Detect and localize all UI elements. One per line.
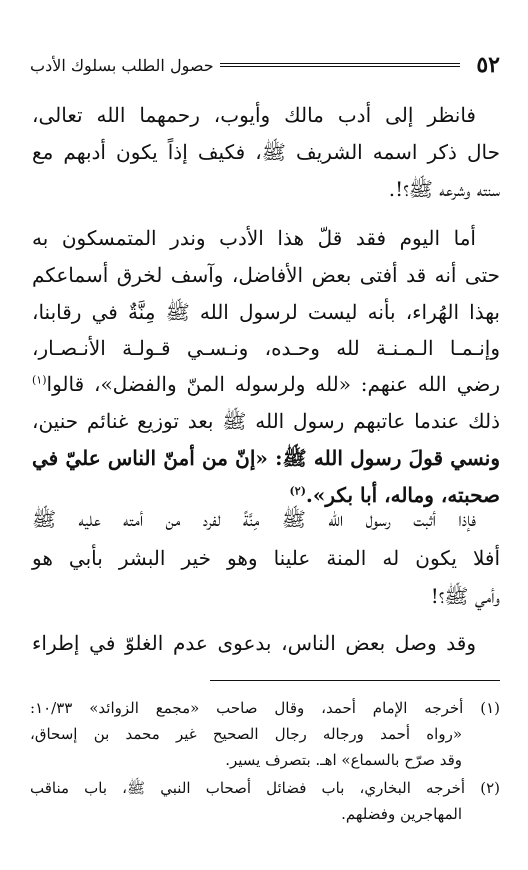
- page-number: ٥٢: [476, 52, 500, 78]
- footnote-separator: [210, 680, 500, 681]
- footnote-2: [30, 774, 500, 802]
- footnote-2-line: المهاجرين وفضلهم.: [341, 805, 462, 823]
- footnote-1-line: «رواه أحمد ورجاله رجال الصحيح غير محمد بن إسحاق،: [30, 725, 462, 743]
- footnote-mark-1[interactable]: (١): [32, 373, 47, 387]
- footnote-1-line: وقد صرّح بالسماع» اهـ. بتصرف يسير.: [225, 751, 462, 769]
- body-line: وأمي ﷺ؟!: [430, 584, 500, 608]
- body-line: وإنـمـا الـمـنـة لله وحـده، ونـسـي قـولـة الأنـصـار،: [32, 336, 500, 360]
- footnote-number: (١): [480, 699, 500, 717]
- footnote-1: [30, 694, 500, 722]
- body-line: فإذا أثبت رسول الله ﷺ مِنَّةً لفرد من أمته عليه ﷺ: [32, 507, 476, 531]
- footnote-mark-2[interactable]: (٢): [289, 484, 306, 498]
- body-line: حتى أنه قد أفتى بعض الأفاضل، وآسف لخرق أسماعكم: [32, 263, 500, 287]
- body-line-text: رضي الله عنهم: «لله ولرسوله المنّ والفضل»، قالوا: [46, 372, 500, 396]
- body-line-with-footnote-1: [32, 365, 500, 403]
- body-line: حال ذكر اسمه الشريف ﷺ، فكيف إذاً يكون أدبهم مع: [32, 140, 500, 164]
- body-line: أفلا يكون له المنة علينا وهو خير البشر بأبي هو: [32, 546, 500, 570]
- footnote-number: (٢): [480, 779, 500, 797]
- running-title: حصول الطلب بسلوك الأدب: [30, 55, 214, 75]
- body-line: سنته وشرعه ﷺ؟!.: [388, 177, 500, 201]
- footnote-text: أخرجه البخاري، باب فضائل أصحاب النبي ﷺ، باب مناقب: [30, 779, 466, 797]
- body-line: ذلك عندما عاتبهم رسول الله ﷺ بعد توزيع غنائم حنين،: [32, 409, 500, 433]
- body-line: أما اليوم فقد قلّ هذا الأدب وندر المتمسكون به: [32, 226, 476, 250]
- body-line: ونسي قولَ رسول الله ﷺ: «إنّ من أمنّ الناس عليّ في: [32, 446, 500, 470]
- body-line: وقد وصل بعض الناس، بدعوى عدم الغلوّ في إطراء: [32, 631, 476, 655]
- body-line: بهذا الهُراء، بأنه ليست لرسول الله ﷺ مِنَّةٌ في رقابنا،: [32, 300, 500, 324]
- body-line-text: صحبته، وماله، أبا بكر».: [305, 483, 500, 507]
- footnote-text: أخرجه الإمام أحمد، وقال صاحب «مجمع الزوائد» ١٠/٣٣:: [30, 699, 464, 717]
- page-header: [30, 50, 500, 80]
- header-rule: [220, 63, 461, 67]
- body-line: فانظر إلى أدب مالك وأيوب، رحمهما الله تعالى،: [32, 103, 476, 127]
